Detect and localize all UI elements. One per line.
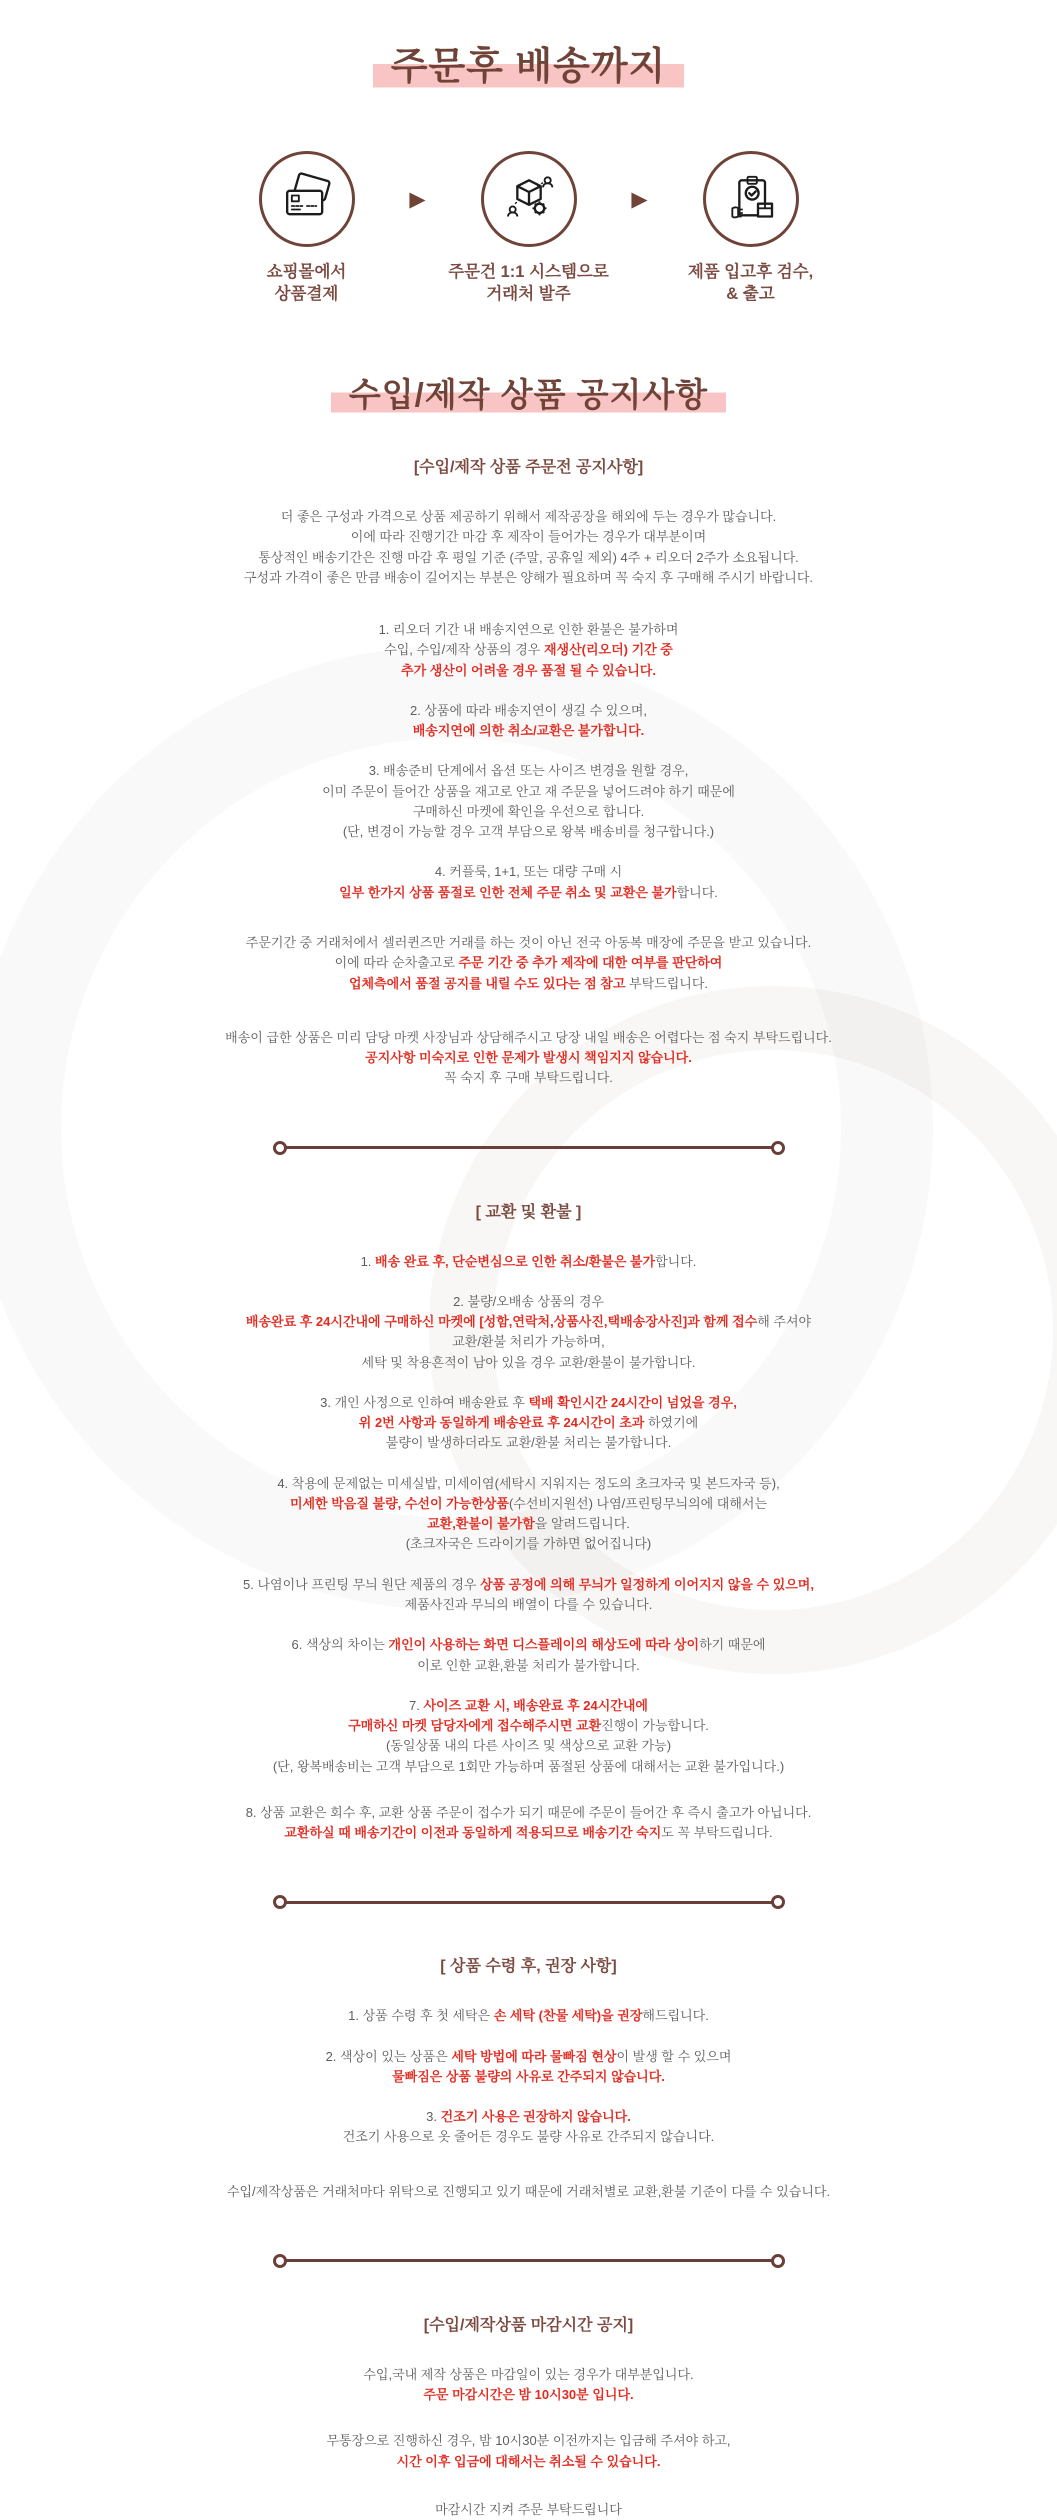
paragraph bbox=[179, 701, 879, 742]
text-line bbox=[179, 701, 879, 721]
divider-end-ring bbox=[273, 2254, 287, 2268]
text-line bbox=[179, 1736, 879, 1756]
text-line bbox=[179, 1312, 879, 1332]
body-text: 꼭 숙지 후 구매 부탁드립니다. bbox=[444, 1070, 613, 1085]
body-text: 이미 주문이 들어간 상품을 재고로 안고 재 주문을 넣어드려야 하기 때문에 bbox=[322, 784, 735, 799]
paragraph bbox=[179, 2107, 879, 2148]
step-circle bbox=[703, 151, 799, 247]
text-line bbox=[179, 761, 879, 781]
emphasis-text: 주문 마감시간은 밤 10시30분 입니다. bbox=[423, 2387, 633, 2402]
text-line bbox=[179, 527, 879, 547]
step-payment bbox=[214, 151, 400, 306]
text-line bbox=[179, 953, 879, 973]
body-text: 2. 불량/오배송 상품의 경우 bbox=[453, 1294, 604, 1309]
process-steps bbox=[179, 151, 879, 306]
text-line bbox=[179, 1595, 879, 1615]
step-circle bbox=[259, 151, 355, 247]
text-line bbox=[179, 1757, 879, 1777]
text-line bbox=[179, 661, 879, 681]
divider-end-ring bbox=[771, 1895, 785, 1909]
text-line bbox=[179, 1028, 879, 1048]
divider-line bbox=[286, 2259, 772, 2262]
emphasis-text: 사이즈 교환 시, 배송완료 후 24시간내에 bbox=[423, 1698, 648, 1713]
section-divider bbox=[273, 1895, 785, 1909]
body-text: 5. 나염이나 프린팅 무늬 원단 제품의 경우 bbox=[243, 1577, 480, 1592]
body-text: 무통장으로 진행하신 경우, 밤 10시30분 이전까지는 입금해 주셔야 하고, bbox=[326, 2433, 730, 2448]
body-text: 4. 착용에 문제없는 미세실밥, 미세이염(세탁시 지워지는 정도의 초크자국 및 본드자국 등), bbox=[277, 1476, 779, 1491]
text-line bbox=[179, 1823, 879, 1843]
text-line bbox=[179, 2006, 879, 2026]
text-line bbox=[179, 1292, 879, 1312]
order-to-delivery-title bbox=[179, 46, 879, 89]
text-line bbox=[179, 2067, 879, 2087]
emphasis-text: 공지사항 미숙지로 인한 문제가 발생시 책임지지 않습니다. bbox=[365, 1050, 692, 1065]
body-text: 건조기 사용으로 옷 줄어든 경우도 불량 사유로 간주되지 않습니다. bbox=[343, 2129, 715, 2144]
step-circle bbox=[481, 151, 577, 247]
emphasis-text: 업체측에서 품절 공지를 내릴 수도 있다는 점 참고 bbox=[349, 976, 625, 991]
paragraph bbox=[179, 1635, 879, 1676]
emphasis-text: 일부 한가지 상품 품절로 인한 전체 주문 취소 및 교환은 불가 bbox=[339, 885, 677, 900]
right-arrow-icon: ▶ bbox=[622, 187, 658, 212]
body-text: 배송이 급한 상품은 미리 담당 마켓 사장님과 상담해주시고 당장 내일 배송은 어렵다는 점 숙지 부탁드립니다. bbox=[225, 1030, 832, 1045]
body-text: 수입, 수입/제작 상품의 경우 bbox=[384, 642, 544, 657]
divider-end-ring bbox=[771, 1141, 785, 1155]
text-line bbox=[179, 2365, 879, 2385]
step-label bbox=[436, 261, 622, 306]
body-text: 교환/환불 처리가 가능하며, bbox=[452, 1334, 605, 1349]
text-line bbox=[179, 2431, 879, 2451]
body-text: 3. 배송준비 단계에서 옵션 또는 사이즈 변경을 원할 경우, bbox=[369, 763, 689, 778]
order-system-icon bbox=[501, 171, 557, 227]
paragraph bbox=[179, 1393, 879, 1454]
text-line bbox=[179, 640, 879, 660]
emphasis-text: 배송 완료 후, 단순변심으로 인한 취소/환불은 불가 bbox=[375, 1254, 655, 1269]
body-text: 1. 상품 수령 후 첫 세탁은 bbox=[348, 2008, 494, 2023]
body-text: 구성과 가격이 좋은 만큼 배송이 길어지는 부분은 양해가 필요하며 꼭 숙지 후 구매해 주시기 바랍니다. bbox=[244, 570, 813, 585]
body-text: 6. 색상의 차이는 bbox=[292, 1637, 389, 1652]
paragraph bbox=[179, 2431, 879, 2472]
body-text: (초크자국은 드라이기를 가하면 없어집니다) bbox=[406, 1536, 652, 1551]
body-text: 해 주셔야 bbox=[757, 1314, 811, 1329]
body-text: 부탁드립니다. bbox=[625, 976, 708, 991]
body-text: 진행이 가능합니다. bbox=[601, 1718, 709, 1733]
body-text: 구매하신 마켓에 확인을 우선으로 합니다. bbox=[413, 804, 645, 819]
emphasis-text: 상품 공정에 의해 무늬가 일정하게 이어지지 않을 수 있으며, bbox=[480, 1577, 814, 1592]
text-line bbox=[179, 2385, 879, 2405]
body-text: 4. 커플룩, 1+1, 또는 대량 구매 시 bbox=[435, 864, 622, 879]
text-line bbox=[179, 1696, 879, 1716]
text-line bbox=[179, 1048, 879, 1068]
divider-end-ring bbox=[273, 1895, 287, 1909]
body-text: (단, 왕복배송비는 고객 부담으로 1회만 가능하며 품절된 상품에 대해서는 교환 불가입니다.) bbox=[273, 1759, 784, 1774]
emphasis-text: 시간 이후 입금에 대해서는 취소될 수 있습니다. bbox=[397, 2454, 661, 2469]
notice-body bbox=[179, 456, 879, 2520]
body-text: 세탁 및 착용흔적이 남아 있을 경우 교환/환불이 불가합니다. bbox=[362, 1355, 696, 1370]
paragraph bbox=[179, 1696, 879, 1777]
section-divider bbox=[273, 2254, 785, 2268]
text-line bbox=[179, 1514, 879, 1534]
paragraph bbox=[179, 1252, 879, 1272]
emphasis-text: 주문 기간 중 추가 제작에 대한 여부를 판단하여 bbox=[458, 955, 722, 970]
body-text: 더 좋은 구성과 가격으로 상품 제공하기 위해서 제작공장을 해외에 두는 경우가 많습니다. bbox=[281, 509, 776, 524]
body-text: (동일상품 내의 다른 사이즈 및 색상으로 교환 가능) bbox=[386, 1738, 671, 1753]
paragraph bbox=[179, 507, 879, 588]
paragraph bbox=[179, 1028, 879, 1089]
section-heading: [수입/제작상품 마감시간 공지] bbox=[179, 2314, 879, 2339]
section-heading: [수입/제작 상품 주문전 공지사항] bbox=[179, 456, 879, 481]
text-line bbox=[179, 1068, 879, 1088]
text-line bbox=[179, 2047, 879, 2067]
text-line bbox=[179, 620, 879, 640]
emphasis-text: 택배 확인시간 24시간이 넘었을 경우, bbox=[528, 1395, 736, 1410]
paragraph bbox=[179, 1803, 879, 1844]
text-line bbox=[179, 1803, 879, 1823]
paragraph bbox=[179, 1575, 879, 1616]
text-line bbox=[179, 568, 879, 588]
body-text: 3. 개인 사정으로 인하여 배송완료 후 bbox=[320, 1395, 528, 1410]
paragraph bbox=[179, 1292, 879, 1373]
body-text: 이 발생 할 수 있으며 bbox=[617, 2049, 732, 2064]
step-label bbox=[214, 261, 400, 306]
text-line bbox=[179, 1252, 879, 1272]
paragraph bbox=[179, 2365, 879, 2406]
body-text: 1. 리오더 기간 내 배송지연으로 인한 환불은 불가하며 bbox=[379, 622, 679, 637]
section-heading: [ 상품 수령 후, 권장 사항] bbox=[179, 1955, 879, 1980]
body-text: (단, 변경이 가능할 경우 고객 부담으로 왕복 배송비를 청구합니다.) bbox=[343, 824, 714, 839]
body-text: 합니다. bbox=[655, 1254, 696, 1269]
step-label-line: 쇼핑몰에서 bbox=[214, 261, 400, 283]
body-text: 7. bbox=[409, 1698, 423, 1713]
emphasis-text: 미세한 박음질 불량, 수선이 가능한상품 bbox=[290, 1496, 509, 1511]
emphasis-text: 구매하신 마켓 담당자에게 접수해주시면 교환 bbox=[348, 1718, 601, 1733]
body-text: 통상적인 배송기간은 진행 마감 후 평일 기준 (주말, 공휴일 제외) 4주 + 리오더 2주가 소요됩니다. bbox=[258, 550, 799, 565]
text-line bbox=[179, 974, 879, 994]
paragraph bbox=[179, 2006, 879, 2026]
text-line bbox=[179, 1716, 879, 1736]
text-line bbox=[179, 1575, 879, 1595]
body-text: 이에 따라 순차출고로 bbox=[335, 955, 459, 970]
text-line bbox=[179, 1393, 879, 1413]
emphasis-text: 물빠짐은 상품 불량의 사유로 간주되지 않습니다. bbox=[392, 2069, 665, 2084]
body-text: 수입,국내 제작 상품은 마감일이 있는 경우가 대부분입니다. bbox=[363, 2367, 693, 2382]
paragraph bbox=[179, 933, 879, 994]
step-order-system bbox=[436, 151, 622, 306]
text-line bbox=[179, 1433, 879, 1453]
text-line bbox=[179, 1534, 879, 1554]
text-line bbox=[179, 2500, 879, 2520]
text-line bbox=[179, 507, 879, 527]
body-text: 2. 상품에 따라 배송지연이 생길 수 있으며, bbox=[410, 703, 647, 718]
paragraph bbox=[179, 620, 879, 681]
paragraph bbox=[179, 1474, 879, 1555]
text-line bbox=[179, 548, 879, 568]
text-line bbox=[179, 2452, 879, 2472]
paragraph bbox=[179, 2182, 879, 2202]
text-line bbox=[179, 1353, 879, 1373]
body-text: 8. 상품 교환은 회수 후, 교환 상품 주문이 접수가 되기 때문에 주문이 들어간 후 즉시 출고가 아닙니다. bbox=[246, 1805, 812, 1820]
divider-end-ring bbox=[273, 1141, 287, 1155]
body-text: 을 알려드립니다. bbox=[535, 1516, 630, 1531]
body-text: 1. bbox=[361, 1254, 375, 1269]
text-line bbox=[179, 1494, 879, 1514]
divider-line bbox=[286, 1146, 772, 1149]
text-line bbox=[179, 1474, 879, 1494]
divider-end-ring bbox=[771, 2254, 785, 2268]
text-line bbox=[179, 721, 879, 741]
body-text: 불량이 발생하더라도 교환/환불 처리는 불가합니다. bbox=[386, 1435, 671, 1450]
notice-page bbox=[179, 46, 879, 2076]
emphasis-text: 손 세탁 (찬물 세탁)을 권장 bbox=[494, 2008, 643, 2023]
divider-line bbox=[286, 1901, 772, 1904]
step-label-line: & 출고 bbox=[658, 283, 844, 305]
body-text: 제품사진과 무늬의 배열이 다를 수 있습니다. bbox=[405, 1597, 653, 1612]
text-line bbox=[179, 802, 879, 822]
step-label-line: 상품결제 bbox=[214, 283, 400, 305]
inspection-shipping-icon bbox=[723, 171, 779, 227]
text-line bbox=[179, 862, 879, 882]
paragraph bbox=[179, 2047, 879, 2088]
emphasis-text: 교환,환불이 불가함 bbox=[427, 1516, 535, 1531]
text-line bbox=[179, 2107, 879, 2127]
body-text: 이로 인한 교환,환불 처리가 불가합니다. bbox=[417, 1658, 640, 1673]
body-text: 하기 때문에 bbox=[699, 1637, 765, 1652]
step-label-line: 주문건 1:1 시스템으로 bbox=[436, 261, 622, 283]
body-text: 하였기에 bbox=[644, 1415, 698, 1430]
body-text: 수입/제작상품은 거래처마다 위탁으로 진행되고 있기 때문에 거래처별로 교환,환불 기준이 다를 수 있습니다. bbox=[227, 2184, 830, 2199]
emphasis-text: 재생산(리오더) 기간 중 bbox=[544, 642, 673, 657]
import-production-notice-title bbox=[179, 377, 879, 414]
paragraph bbox=[179, 862, 879, 903]
step-label-line: 제품 입고후 검수, bbox=[658, 261, 844, 283]
emphasis-text: 추가 생산이 어려울 경우 품절 될 수 있습니다. bbox=[401, 663, 656, 678]
step-label bbox=[658, 261, 844, 306]
text-line bbox=[179, 1635, 879, 1655]
paragraph bbox=[179, 761, 879, 842]
body-text: 마감시간 지켜 주문 부탁드립니다 bbox=[435, 2502, 622, 2517]
body-text: (수선비지원선) 나염/프린팅무늬의에 대해서는 bbox=[509, 1496, 767, 1511]
section-heading: [ 교환 및 환불 ] bbox=[179, 1201, 879, 1226]
emphasis-text: 배송지연에 의한 취소/교환은 불가합니다. bbox=[413, 723, 645, 738]
body-text: 2. 색상이 있는 상품은 bbox=[326, 2049, 452, 2064]
body-text: 도 꼭 부탁드립니다. bbox=[661, 1825, 772, 1840]
body-text: 해드립니다. bbox=[642, 2008, 708, 2023]
emphasis-text: 건조기 사용은 권장하지 않습니다. bbox=[441, 2109, 631, 2124]
emphasis-text: 위 2번 사항과 동일하게 배송완료 후 24시간이 초과 bbox=[359, 1415, 645, 1430]
text-line bbox=[179, 1656, 879, 1676]
emphasis-text: 개인이 사용하는 화면 디스플레이의 해상도에 따라 상이 bbox=[389, 1637, 700, 1652]
text-line bbox=[179, 933, 879, 953]
paragraph bbox=[179, 2500, 879, 2520]
text-line bbox=[179, 822, 879, 842]
text-line bbox=[179, 2182, 879, 2202]
section-divider bbox=[273, 1141, 785, 1155]
body-text: 합니다. bbox=[677, 885, 718, 900]
step-inspection-shipping bbox=[658, 151, 844, 306]
emphasis-text: 세탁 방법에 따라 물빠짐 현상 bbox=[451, 2049, 616, 2064]
highlighted-title-text: 주문후 배송까지 bbox=[373, 46, 685, 89]
right-arrow-icon: ▶ bbox=[400, 187, 436, 212]
text-line bbox=[179, 1332, 879, 1352]
emphasis-text: 교환하실 때 배송기간이 이전과 동일하게 적용되므로 배송기간 숙지 bbox=[284, 1825, 661, 1840]
body-text: 주문기간 중 거래처에서 셀러퀸즈만 거래를 하는 것이 아닌 전국 아동복 매장에 주문을 받고 있습니다. bbox=[246, 935, 811, 950]
emphasis-text: 배송완료 후 24시간내에 구매하신 마켓에 [성함,연락처,상품사진,택배송장사진]과 함께 접수 bbox=[246, 1314, 757, 1329]
highlighted-title-text: 수입/제작 상품 공지사항 bbox=[331, 377, 726, 414]
body-text: 3. bbox=[426, 2109, 440, 2124]
card-payment-icon bbox=[279, 171, 335, 227]
text-line bbox=[179, 883, 879, 903]
text-line bbox=[179, 1413, 879, 1433]
text-line bbox=[179, 782, 879, 802]
body-text: 이에 따라 진행기간 마감 후 제작이 들어가는 경우가 대부분이며 bbox=[351, 529, 706, 544]
text-line bbox=[179, 2127, 879, 2147]
step-label-line: 거래처 발주 bbox=[436, 283, 622, 305]
